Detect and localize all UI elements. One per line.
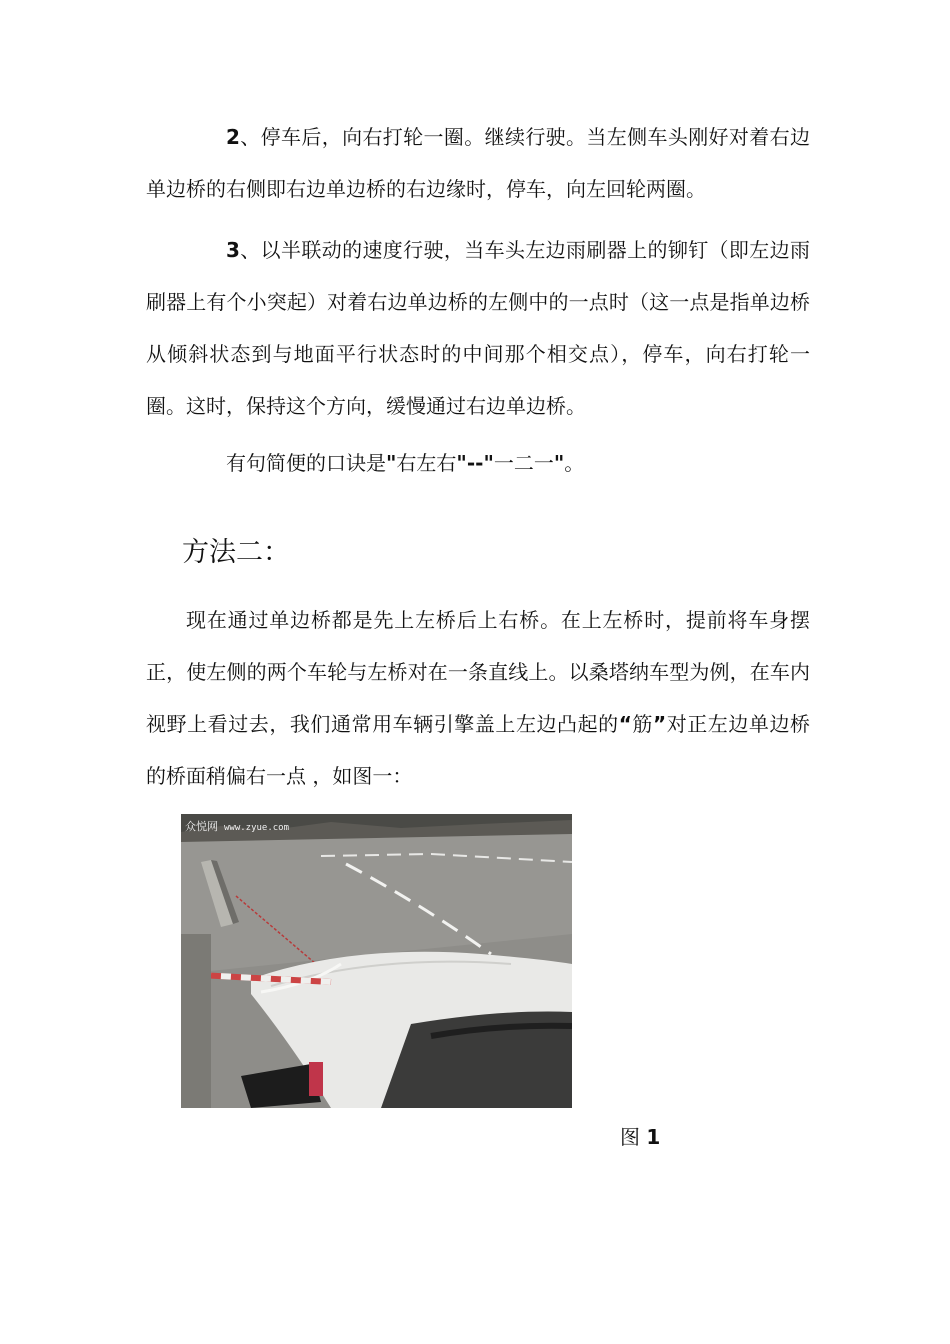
step-3-paragraph	[146, 224, 810, 432]
mnemonic-phrase: 一二一	[493, 451, 554, 475]
method-2-paragraph	[146, 594, 810, 802]
quoted-term: 筋	[631, 712, 653, 736]
method-text: 现在通过单边桥都是先上左桥后上右桥。在上左桥时，提前将车身摆正，使左侧的两个车轮与左桥对在一条直线上。以桑塔纳车型为例，在车内视野上看过去，我们通常用车辆引擎盖上左边凸起的	[146, 608, 810, 736]
step-text: 、停车后，向右打轮一圈。继续行驶。当左侧车头刚好对着右边单边桥的右侧即右边单边桥的右边缘时，停车，向左回轮两圈。	[146, 125, 810, 201]
quote-separator: "--"	[456, 451, 494, 475]
step-number: 3	[226, 238, 240, 262]
mnemonic-phrase: 右左右	[396, 451, 457, 475]
step-2-paragraph	[146, 111, 810, 215]
mnemonic-suffix: 。	[564, 451, 585, 475]
quote-mark: "	[553, 451, 565, 475]
mnemonic-prefix: 有句简便的口诀是	[226, 451, 386, 475]
quote-mark: ”	[652, 712, 667, 736]
watermark-url: www.zyue.com	[224, 823, 290, 833]
step-number: 2	[226, 125, 240, 149]
figure-1-photo	[181, 814, 572, 1108]
watermark-name: 众悦网	[185, 820, 218, 833]
quote-mark: "	[386, 451, 397, 475]
car-bridge-photo	[181, 814, 572, 1108]
figure-caption	[620, 1121, 660, 1150]
section-heading: 方法二：	[182, 537, 290, 568]
caption-label: 图	[620, 1125, 647, 1149]
method-text: 对正左边单边桥的桥面稍偏右一点 ，如图一：	[146, 712, 811, 788]
quote-mark: “	[618, 712, 632, 736]
mnemonic-paragraph	[146, 437, 810, 489]
watermark	[185, 818, 289, 834]
caption-number: 1	[646, 1125, 661, 1149]
step-text: 、以半联动的速度行驶，当车头左边雨刷器上的铆钉（即左边雨刷器上有个小突起）对着右边单边桥的左侧中的一点时（这一点是指单边桥从倾斜状态到与地面平行状态时的中间那个相交点），停车，向右打轮一圈。这时，保持这个方向，缓慢通过右边单边桥。	[146, 238, 810, 418]
